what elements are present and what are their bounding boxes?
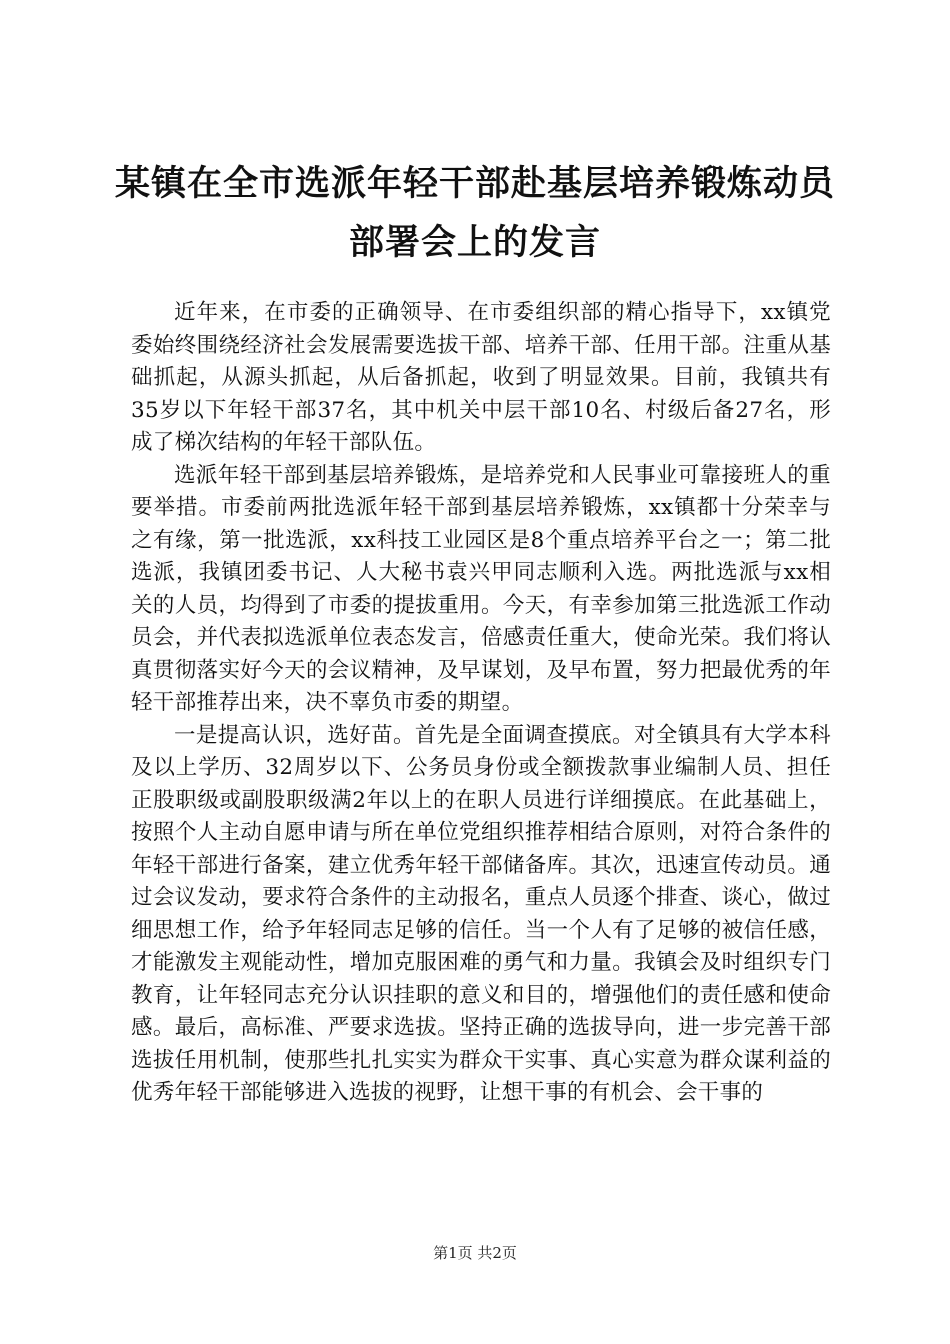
page-footer: 第1页 共2页 — [433, 1244, 517, 1262]
document-title-line-2: 部署会上的发言 — [348, 222, 601, 263]
document-title-line-1: 某镇在全市选派年轻干部赴基层培养锻炼动员 — [114, 163, 835, 204]
document-body — [131, 297, 831, 1110]
body-paragraph-3: 一是提高认识，选好苗。首先是全面调查摸底。对全镇具有大学本科及以上学历、32周岁以下、公务员身份或全额拨款事业编制人员、担任正股职级或副股职级满2年以上的在职人员进行详细摸底。在此基础上，按照个人主动自愿申请与所在单位党组织推荐相结合原则，对符合条件的年轻干部进行备案，建立优秀年轻干部储备库。其次，迅速宣传动员。通过会议发动，要求符合条件的主动报名，重点人员逐个排查、谈心，做过细思想工作，给予年轻同志足够的信任。当一个人有了足够的被信任感，才能激发主观能动性，增加克服困难的勇气和力量。我镇会及时组织专门教育，让年轻同志充分认识挂职的意义和目的，增强他们的责任感和使命感。最后，高标准、严要求选拔。坚持正确的选拔导向，进一步完善干部选拔任用机制，使那些扎扎实实为群众干实事、真心实意为群众谋利益的优秀年轻干部能够进入选拔的视野，让想干事的有机会、会干事的 — [131, 722, 831, 1105]
body-paragraph-2: 选派年轻干部到基层培养锻炼，是培养党和人民事业可靠接班人的重要举措。市委前两批选派年轻干部到基层培养锻炼，xx镇都十分荣幸与之有缘，第一批选派，xx科技工业园区是8个重点培养平台之一；第二批选派，我镇团委书记、人大秘书袁兴甲同志顺利入选。两批选派与xx相关的人员，均得到了市委的提拔重用。今天，有幸参加第三批选派工作动员会，并代表拟选派单位表态发言，倍感责任重大，使命光荣。我们将认真贯彻落实好今天的会议精神，及早谋划，及早布置，努力把最优秀的年轻干部推荐出来，决不辜负市委的期望。 — [131, 462, 831, 715]
body-paragraph-1: 近年来，在市委的正确领导、在市委组织部的精心指导下，xx镇党委始终围绕经济社会发展需要选拔干部、培养干部、任用干部。注重从基础抓起，从源头抓起，从后备抓起，收到了明显效果。目前，我镇共有35岁以下年轻干部37名，其中机关中层干部10名、村级后备27名，形成了梯次结构的年轻干部队伍。 — [131, 300, 831, 455]
